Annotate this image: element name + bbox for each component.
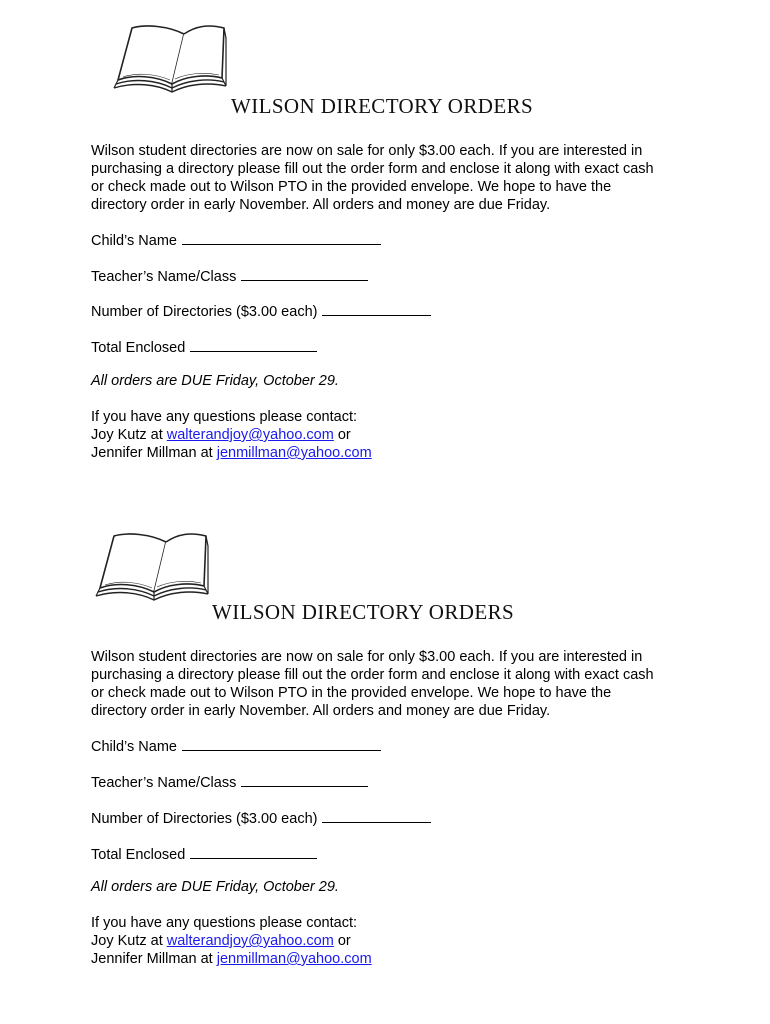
total-enclosed-field [91, 337, 317, 357]
contact-person-1 [91, 932, 372, 950]
child-name-label: Child’s Name [91, 739, 177, 755]
due-note: All orders are DUE Friday, October 29. [91, 879, 339, 895]
email-link-jenmillman[interactable]: jenmillman@yahoo.com [216, 951, 372, 967]
num-directories-blank[interactable] [322, 301, 431, 316]
form-title: WILSON DIRECTORY ORDERS [212, 600, 515, 624]
intro-line: directory order in early November. All orders and money are due Friday. [91, 703, 551, 719]
child-name-field [91, 736, 381, 756]
num-directories-field [91, 808, 431, 828]
child-name-label: Child’s Name [91, 233, 177, 249]
open-book-icon [94, 526, 210, 604]
num-directories-label: Number of Directories ($3.00 each) [91, 811, 318, 827]
contact-person-1-name: Joy Kutz at [91, 933, 167, 949]
teacher-class-blank[interactable] [241, 772, 368, 787]
teacher-class-field [91, 772, 368, 792]
num-directories-field [91, 301, 431, 321]
form-title: WILSON DIRECTORY ORDERS [231, 94, 534, 118]
contact-block [91, 914, 372, 968]
intro-line: Wilson student directories are now on sale for only $3.00 each. If you are interested in [91, 143, 643, 159]
child-name-field [91, 230, 381, 250]
contact-or: or [333, 427, 351, 443]
contact-person-1-name: Joy Kutz at [91, 427, 167, 443]
intro-line: or check made out to Wilson PTO in the provided envelope. We hope to have the [91, 179, 612, 195]
contact-person-2-name: Jennifer Millman at [91, 951, 217, 967]
contact-intro: If you have any questions please contact: [91, 409, 358, 425]
teacher-class-field [91, 266, 368, 286]
email-link-walterandjoy[interactable]: walterandjoy@yahoo.com [166, 933, 334, 949]
intro-paragraph [91, 142, 691, 214]
total-enclosed-label: Total Enclosed [91, 340, 186, 356]
teacher-class-blank[interactable] [241, 266, 368, 281]
contact-person-2-name: Jennifer Millman at [91, 445, 217, 461]
contact-person-1 [91, 426, 372, 444]
intro-line: or check made out to Wilson PTO in the provided envelope. We hope to have the [91, 685, 612, 701]
teacher-class-label: Teacher’s Name/Class [91, 269, 237, 285]
num-directories-label: Number of Directories ($3.00 each) [91, 304, 318, 320]
email-link-walterandjoy[interactable]: walterandjoy@yahoo.com [166, 427, 334, 443]
intro-line: purchasing a directory please fill out the order form and enclose it along with exact cash [91, 161, 654, 177]
contact-person-2 [91, 950, 372, 968]
order-form-1 [0, 0, 770, 506]
total-enclosed-label: Total Enclosed [91, 847, 186, 863]
email-link-jenmillman[interactable]: jenmillman@yahoo.com [216, 445, 372, 461]
intro-paragraph [91, 648, 691, 720]
child-name-blank[interactable] [182, 230, 381, 245]
open-book-icon [112, 18, 228, 96]
teacher-class-label: Teacher’s Name/Class [91, 775, 237, 791]
contact-or: or [333, 933, 351, 949]
intro-line: purchasing a directory please fill out the order form and enclose it along with exact cash [91, 667, 654, 683]
total-enclosed-blank[interactable] [190, 844, 317, 859]
due-note: All orders are DUE Friday, October 29. [91, 373, 339, 389]
intro-line: directory order in early November. All orders and money are due Friday. [91, 197, 551, 213]
contact-block [91, 408, 372, 462]
contact-person-2 [91, 444, 372, 462]
child-name-blank[interactable] [182, 736, 381, 751]
intro-line: Wilson student directories are now on sale for only $3.00 each. If you are interested in [91, 649, 643, 665]
total-enclosed-field [91, 844, 317, 864]
total-enclosed-blank[interactable] [190, 337, 317, 352]
order-form-2 [0, 506, 770, 1012]
num-directories-blank[interactable] [322, 808, 431, 823]
contact-intro: If you have any questions please contact: [91, 915, 358, 931]
